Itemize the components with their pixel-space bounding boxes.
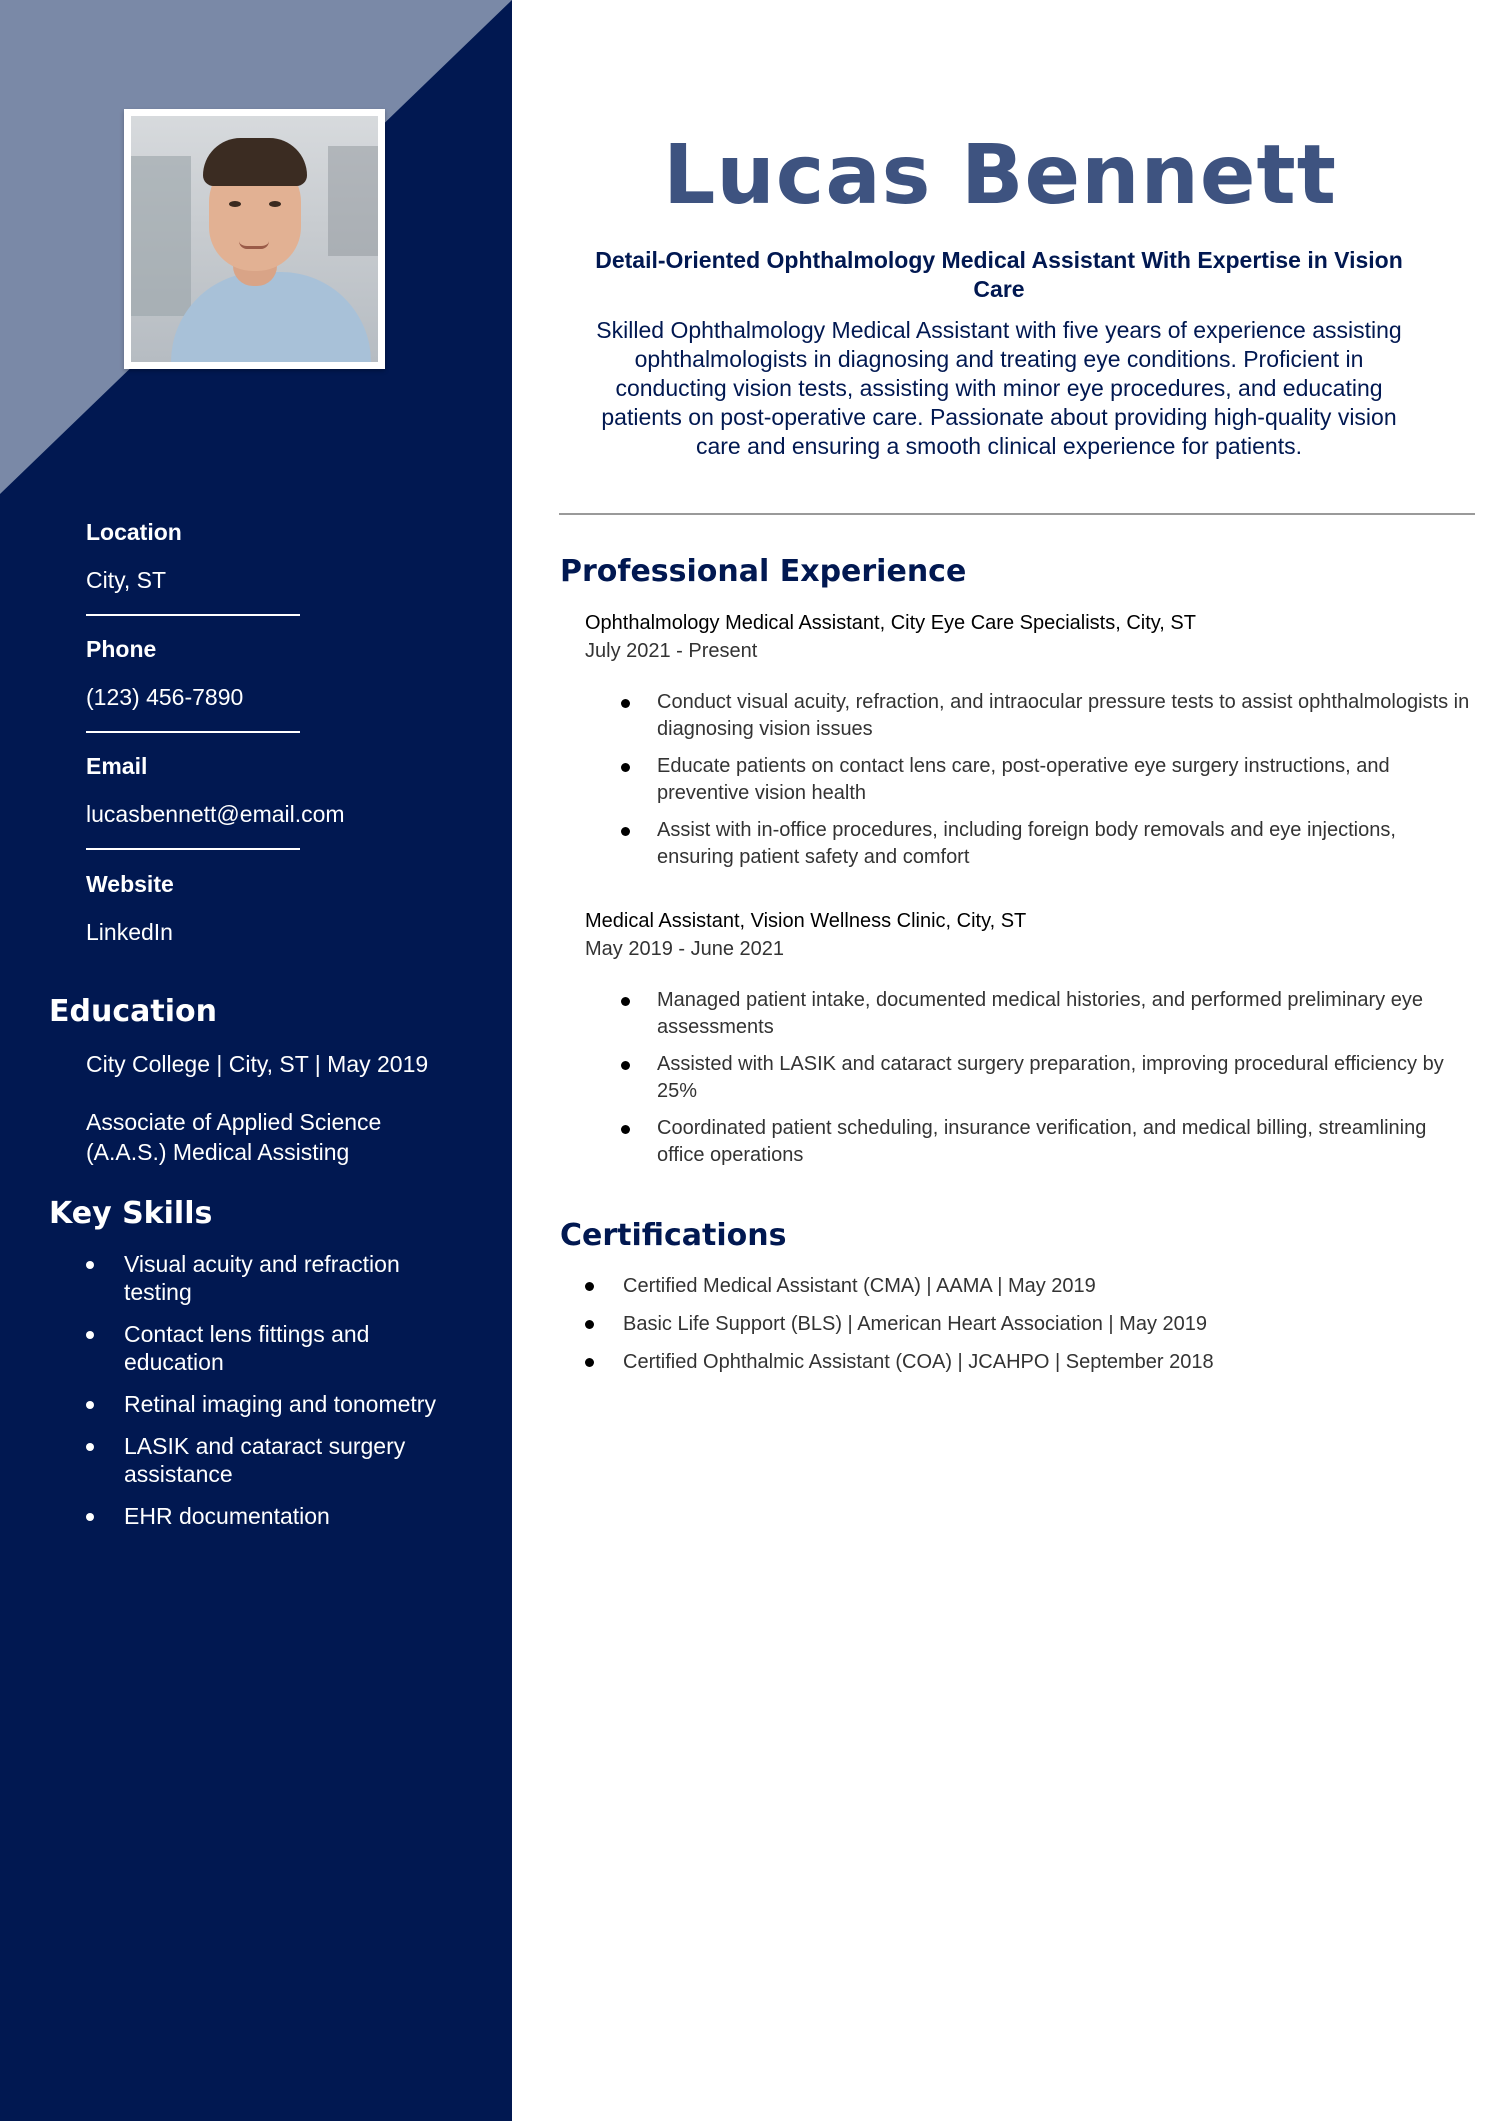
bullet-text: Managed patient intake, documented medical histories, and performed preliminary eye assessments — [657, 989, 1423, 1038]
bullet-text: Conduct visual acuity, refraction, and intraocular pressure tests to assist ophthalmologists in diagnosing vision issues — [657, 691, 1470, 740]
bullet-text: Assisted with LASIK and cataract surgery preparation, improving procedural efficiency by 25% — [657, 1053, 1444, 1102]
phone-label: Phone — [86, 636, 157, 662]
list-item — [585, 817, 1475, 871]
bullet-icon — [621, 827, 630, 836]
list-item — [585, 689, 1475, 743]
skill-text: Contact lens fittings and education — [124, 1321, 370, 1375]
list-item — [585, 1310, 1475, 1338]
location-label: Location — [86, 519, 182, 545]
bullet-icon — [621, 763, 630, 772]
skills-heading: Key Skills — [49, 1196, 213, 1231]
education-school: City College | City, ST | May 2019 — [86, 1051, 429, 1077]
education-degree: Associate of Applied Science (A.A.S.) Medical Assisting — [86, 1109, 382, 1165]
candidate-name: Lucas Bennett — [663, 128, 1337, 223]
email-value[interactable]: lucasbennett@email.com — [86, 801, 345, 827]
skill-text: LASIK and cataract surgery assistance — [124, 1433, 406, 1487]
phone-value[interactable]: (123) 456-7890 — [86, 684, 244, 710]
list-item — [86, 1502, 466, 1530]
list-item — [86, 1320, 466, 1376]
education-heading: Education — [49, 994, 217, 1029]
job-dates: July 2021 - Present — [585, 640, 758, 662]
summary: Skilled Ophthalmology Medical Assistant with five years of experience assisting ophthalmologists in diagnosing and treating eye conditions. Proficient in conducting vision tests, assisting with minor eye procedures, and educating patients on post-operative care. Passionate about providing high-quality vision care and ensuring a smooth clinical experience for patients. — [596, 317, 1402, 459]
contact-location — [86, 518, 426, 616]
list-item — [585, 1051, 1475, 1105]
bullet-icon — [86, 1513, 94, 1521]
job-entry-1 — [585, 609, 1475, 881]
bullet-icon — [86, 1331, 94, 1339]
bullet-icon — [86, 1443, 94, 1451]
experience-heading: Professional Experience — [560, 554, 967, 589]
divider — [86, 848, 300, 850]
bullet-text: Coordinated patient scheduling, insurance verification, and medical billing, streamlining office operations — [657, 1117, 1427, 1166]
bullet-icon — [621, 997, 630, 1006]
bullet-text: Educate patients on contact lens care, post-operative eye surgery instructions, and preventive vision health — [657, 755, 1390, 804]
list-item — [86, 1250, 466, 1306]
sidebar — [0, 0, 512, 2121]
location-value: City, ST — [86, 567, 167, 593]
cert-text: Certified Ophthalmic Assistant (COA) | JCAHPO | September 2018 — [623, 1351, 1214, 1373]
list-item — [585, 1348, 1475, 1376]
job-title: Ophthalmology Medical Assistant, City Eye Care Specialists, City, ST — [585, 612, 1196, 634]
list-item — [86, 1390, 466, 1418]
bullet-icon — [585, 1282, 594, 1291]
certifications-list — [585, 1272, 1475, 1386]
headline: Detail-Oriented Ophthalmology Medical Assistant With Expertise in Vision Care — [595, 247, 1403, 302]
list-item — [585, 753, 1475, 807]
skill-text: EHR documentation — [124, 1503, 330, 1529]
skill-text: Retinal imaging and tonometry — [124, 1391, 436, 1417]
email-label: Email — [86, 753, 148, 779]
job-bullets — [585, 987, 1475, 1169]
skill-text: Visual acuity and refraction testing — [124, 1251, 400, 1305]
cert-text: Certified Medical Assistant (CMA) | AAMA | May 2019 — [623, 1275, 1096, 1297]
contact-website — [86, 870, 426, 946]
profile-photo-frame — [124, 109, 385, 369]
certifications-heading: Certifications — [560, 1218, 787, 1253]
job-bullets — [585, 689, 1475, 871]
list-item — [86, 1432, 466, 1488]
skills-list — [86, 1250, 466, 1544]
cert-text: Basic Life Support (BLS) | American Heart Association | May 2019 — [623, 1313, 1208, 1335]
website-label: Website — [86, 871, 174, 897]
bullet-icon — [621, 1061, 630, 1070]
bullet-icon — [621, 1125, 630, 1134]
list-item — [585, 987, 1475, 1041]
bullet-icon — [585, 1320, 594, 1329]
bullet-icon — [86, 1261, 94, 1269]
profile-photo — [131, 116, 378, 362]
bullet-icon — [585, 1358, 594, 1367]
contact-email — [86, 752, 426, 850]
header-divider — [559, 513, 1475, 515]
bullet-text: Assist with in-office procedures, including foreign body removals and eye injections, ensuring patient safety and comfort — [657, 819, 1396, 868]
bullet-icon — [621, 699, 630, 708]
list-item — [585, 1115, 1475, 1169]
website-link[interactable]: LinkedIn — [86, 919, 173, 945]
divider — [86, 614, 300, 616]
list-item — [585, 1272, 1475, 1300]
contact-phone — [86, 635, 426, 733]
divider — [86, 731, 300, 733]
job-entry-2 — [585, 907, 1475, 1179]
bullet-icon — [86, 1401, 94, 1409]
job-title: Medical Assistant, Vision Wellness Clinic, City, ST — [585, 910, 1027, 932]
job-dates: May 2019 - June 2021 — [585, 938, 785, 960]
